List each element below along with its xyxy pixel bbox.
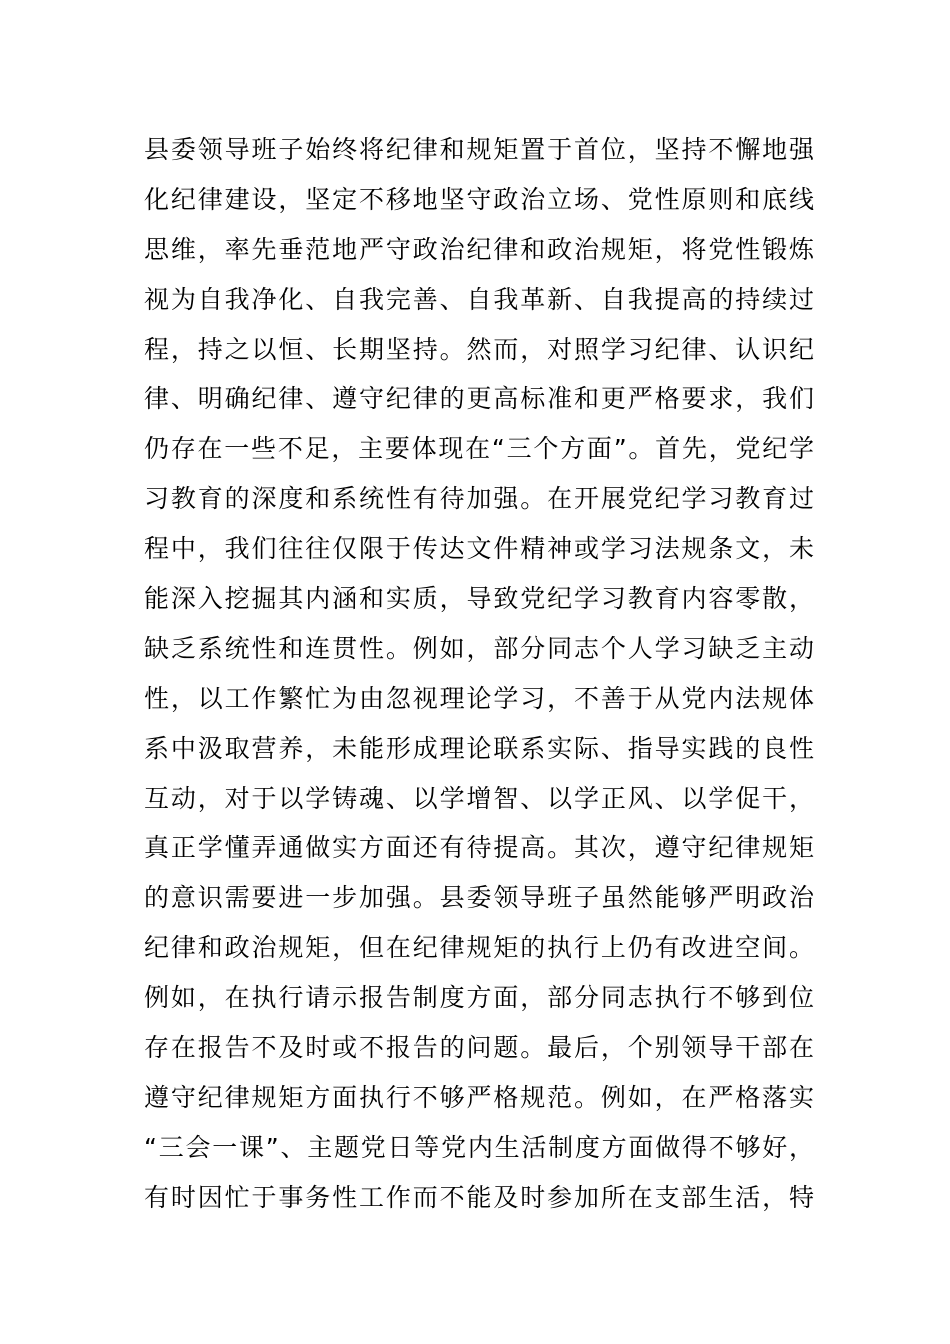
- text-line-9: 程中，我们往往仅限于传达文件精神或学习法规条文，未: [144, 534, 814, 564]
- text-line-7: 仍存在一些不足，主要体现在“三个方面”。首先，党纪学: [144, 434, 814, 464]
- text-line-3: 思维，率先垂范地严守政治纪律和政治规矩，将党性锻炼: [144, 234, 814, 264]
- text-line-22: 有时因忙于事务性工作而不能及时参加所在支部生活，特: [144, 1182, 814, 1212]
- text-line-20: 遵守纪律规矩方面执行不够严格规范。例如，在严格落实: [144, 1082, 814, 1112]
- text-line-10: 能深入挖掘其内涵和实质，导致党纪学习教育内容零散，: [144, 584, 814, 614]
- text-line-15: 真正学懂弄通做实方面还有待提高。其次，遵守纪律规矩: [144, 833, 814, 863]
- text-line-19: 存在报告不及时或不报告的问题。最后，个别领导干部在: [144, 1033, 814, 1063]
- text-line-4: 视为自我净化、自我完善、自我革新、自我提高的持续过: [144, 284, 814, 314]
- text-line-2: 化纪律建设，坚定不移地坚守政治立场、党性原则和底线: [144, 184, 814, 214]
- text-line-1: 县委领导班子始终将纪律和规矩置于首位，坚持不懈地强: [144, 135, 814, 164]
- text-line-21: “三会一课”、主题党日等党内生活制度方面做得不够好，: [144, 1132, 814, 1162]
- text-line-14: 互动，对于以学铸魂、以学增智、以学正风、以学促干，: [144, 783, 814, 813]
- text-line-5: 程，持之以恒、长期坚持。然而，对照学习纪律、认识纪: [144, 334, 814, 364]
- text-line-17: 纪律和政治规矩，但在纪律规矩的执行上仍有改进空间。: [144, 933, 814, 963]
- body-paragraph: [144, 125, 814, 1223]
- text-line-13: 系中汲取营养，未能形成理论联系实际、指导实践的良性: [144, 733, 814, 763]
- text-line-6: 律、明确纪律、遵守纪律的更高标准和更严格要求，我们: [144, 384, 814, 414]
- text-line-8: 习教育的深度和系统性有待加强。在开展党纪学习教育过: [144, 484, 814, 514]
- text-line-18: 例如，在执行请示报告制度方面，部分同志执行不够到位: [144, 983, 814, 1013]
- text-line-16: 的意识需要进一步加强。县委领导班子虽然能够严明政治: [144, 883, 814, 913]
- text-line-11: 缺乏系统性和连贯性。例如，部分同志个人学习缺乏主动: [144, 633, 814, 663]
- text-line-12: 性，以工作繁忙为由忽视理论学习，不善于从党内法规体: [144, 683, 814, 713]
